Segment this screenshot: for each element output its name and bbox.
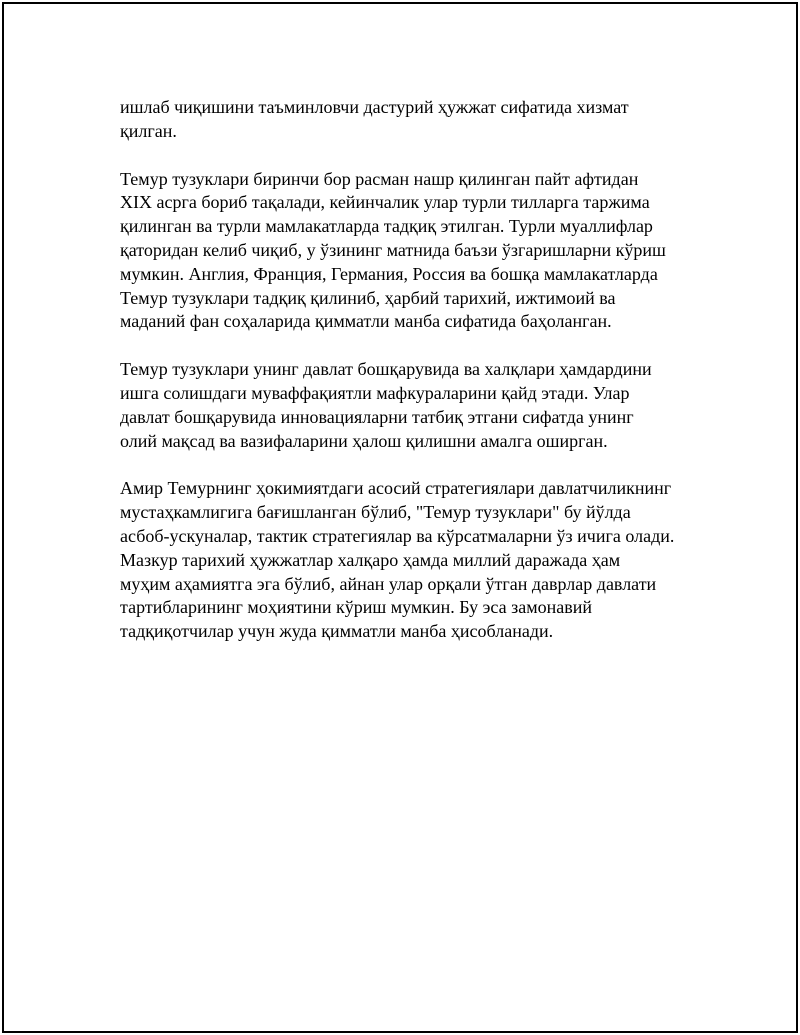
paragraph-2 — [120, 168, 700, 335]
text-line: мумкин. Англия, Франция, Германия, Россия ва бошқа мамлакатларда — [120, 263, 658, 284]
paragraph-3 — [120, 358, 700, 453]
text-line: Темур тузуклари биринчи бор расман нашр қилинган пайт афтидан — [120, 168, 639, 189]
text-line: Амир Темурнинг ҳокимиятдаги асосий стратегиялари давлатчиликнинг — [120, 478, 672, 499]
text-line: XIX асрга бориб тақалади, кейинчалик улар турли тилларга таржима — [120, 192, 650, 213]
text-line: тартибларининг моҳиятини кўриш мумкин. Бу эса замонавий — [120, 597, 592, 618]
text-line: мустаҳкамлигига бағишланган бўлиб, "Темур тузуклари" бу йўлда — [120, 502, 631, 523]
text-line: тадқиқотчилар учун жуда қимматли манба ҳисобланади. — [120, 621, 554, 642]
text-line: ишга солишдаги муваффақиятли мафкураларини қайд этади. Улар — [120, 382, 630, 403]
text-line: қилган. — [120, 120, 177, 141]
text-line: маданий фан соҳаларида қимматли манба сифатида баҳоланган. — [120, 311, 612, 332]
text-line: олий мақсад ва вазифаларини ҳалош қилишни амалга оширган. — [120, 430, 608, 451]
text-line: ишлаб чиқишини таъминловчи дастурий ҳужжат сифатида хизмат — [120, 97, 629, 117]
text-line: Мазкур тарихий ҳужжатлар халқаро ҳамда миллий даражада ҳам — [120, 549, 621, 570]
paragraph-4 — [120, 477, 700, 644]
text-line: қаторидан келиб чиқиб, у ўзининг матнида баъзи ўзгаришларни кўриш — [120, 239, 666, 260]
document-body — [120, 96, 700, 668]
text-line: муҳим аҳамиятга эга бўлиб, айнан улар орқали ўтган даврлар давлати — [120, 573, 657, 594]
text-line: давлат бошқарувида инновацияларни татбиқ этгани сифатда унинг — [120, 406, 634, 427]
text-line: Темур тузуклари тадқиқ қилиниб, ҳарбий тарихий, ижтимоий ва — [120, 287, 616, 308]
text-line: асбоб-ускуналар, тактик стратегиялар ва кўрсатмаларни ўз ичига олади. — [120, 525, 675, 546]
paragraph-1 — [120, 96, 700, 144]
text-line: қилинган ва турли мамлакатларда тадқиқ этилган. Турли муаллифлар — [120, 216, 653, 237]
text-line: Темур тузуклари унинг давлат бошқарувида ва халқлари ҳамдардини — [120, 359, 652, 380]
document-page — [2, 2, 798, 1033]
